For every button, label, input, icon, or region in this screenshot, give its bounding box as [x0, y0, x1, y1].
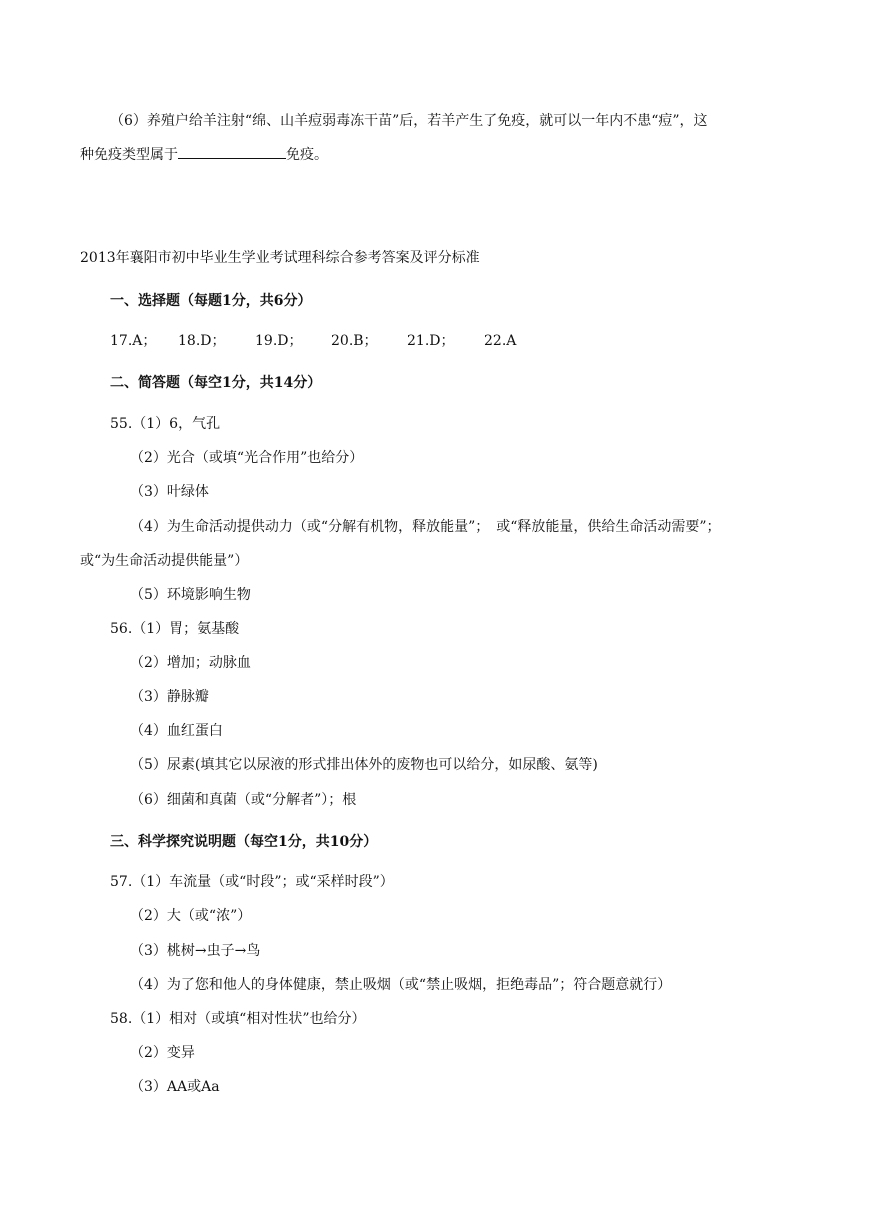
answer-blank [178, 146, 286, 159]
q57-answer-1: 57.（1）车流量（或“时段”；或“采样时段”） [110, 874, 394, 890]
q57-answer-4: （4）为了您和他人的身体健康，禁止吸烟（或“禁止吸烟，拒绝毒品”；符合题意就行） [130, 977, 672, 993]
q58-answer-2: （2）变异 [130, 1045, 195, 1061]
q58-answer-1: 58.（1）相对（或填“相对性状”也给分） [110, 1011, 366, 1027]
q56-answer-4: （4）血红蛋白 [130, 723, 223, 739]
section-3-heading: 三、科学探究说明题（每空1分，共10分） [110, 834, 378, 850]
q55-answer-4-line2: 或“为生命活动提供能量”） [80, 553, 249, 569]
q57-answer-3: （3）桃树→虫子→鸟 [130, 943, 261, 959]
q56-answer-3: （3）静脉瓣 [130, 689, 209, 705]
section-1-heading: 一、选择题（每题1分，共6分） [110, 293, 312, 309]
q58-answer-3: （3）AA或Aa [130, 1079, 220, 1095]
q6-line2 [80, 146, 328, 164]
mc-answer-20: 20.B； [331, 333, 378, 349]
mc-answer-17: 17.A； [110, 333, 157, 349]
q56-answer-1: 56.（1）胃；氨基酸 [110, 621, 240, 637]
q55-answer-5: （5）环境影响生物 [130, 587, 251, 603]
q56-answer-6: （6）细菌和真菌（或“分解者”）；根 [130, 792, 357, 808]
q6-line2-pre: 种免疫类型属于 [80, 147, 178, 163]
q56-answer-2: （2）增加；动脉血 [130, 655, 251, 671]
q55-answer-3: （3）叶绿体 [130, 484, 209, 500]
q55-answer-4-line1: （4）为生命活动提供动力（或“分解有机物，释放能量”； 或“释放能量，供给生命活动需要”； [130, 519, 721, 535]
q55-answer-2: （2）光合（或填“光合作用”也给分） [130, 450, 364, 466]
mc-answer-19: 19.D； [255, 333, 303, 349]
answer-title: 2013年襄阳市初中毕业生学业考试理科综合参考答案及评分标准 [80, 250, 480, 266]
q6-line1: （6）养殖户给羊注射“绵、山羊痘弱毒冻干苗”后，若羊产生了免疫，就可以一年内不患“痘”，这 [110, 113, 708, 129]
mc-answer-21: 21.D； [407, 333, 455, 349]
q6-line2-post: 免疫。 [286, 147, 328, 163]
mc-answer-18: 18.D； [178, 333, 226, 349]
q55-answer-1: 55.（1）6，气孔 [110, 416, 221, 432]
q57-answer-2: （2）大（或“浓”） [130, 908, 252, 924]
mc-answer-22: 22.A [484, 333, 517, 349]
q56-answer-5: （5）尿素(填其它以尿液的形式排出体外的废物也可以给分，如尿酸、氨等) [130, 757, 598, 773]
section-2-heading: 二、简答题（每空1分，共14分） [110, 375, 322, 391]
